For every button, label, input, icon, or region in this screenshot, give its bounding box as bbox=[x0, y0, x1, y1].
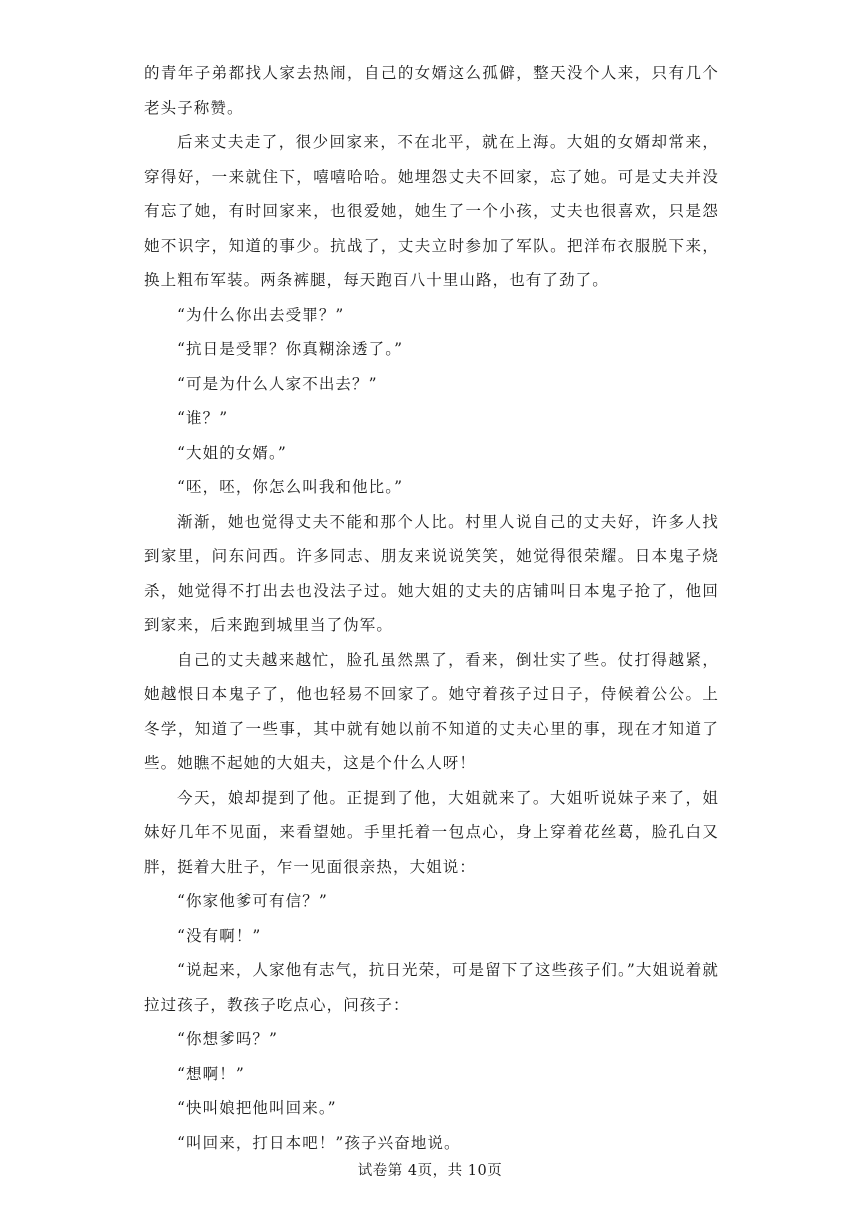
paragraph: 渐渐，她也觉得丈夫不能和那个人比。村里人说自己的丈夫好，许多人找到家里，问东问西。许多同志、朋友来说说笑笑，她觉得很荣耀。日本鬼子烧杀，她觉得不打出去也没法子过。她大姐的丈夫的店铺叫日本鬼子抢了，他回到家来，后来跑到城里当了伪军。 bbox=[144, 512, 719, 634]
dialogue-line: “没有啊！” bbox=[177, 926, 262, 945]
passage-body bbox=[144, 56, 719, 1160]
dialogue-line: “谁？” bbox=[177, 409, 229, 427]
paragraph: 今天，娘却提到了他。正提到了他，大姐就来了。大姐听说妹子来了，姐妹好几年不见面，来看望她。手里托着一包点心，身上穿着花丝葛，脸孔白又胖，挺着大肚子，乍一见面很亲热，大姐说： bbox=[144, 788, 719, 876]
dialogue-line: “可是为什么人家不出去？” bbox=[177, 374, 378, 393]
page-number-footer: 试卷第 4页，共 10页 bbox=[357, 1163, 503, 1179]
paragraph-continuation: 的青年子弟都找人家去热闹，自己的女婿这么孤僻，整天没个人来，只有几个老头子称赞。 bbox=[144, 64, 719, 117]
dialogue-line: “你家他爹可有信？” bbox=[177, 892, 328, 910]
dialogue-line: “叫回来，打日本吧！”孩子兴奋地说。 bbox=[177, 1133, 461, 1152]
dialogue-line: “呸，呸，你怎么叫我和他比。” bbox=[177, 478, 404, 496]
dialogue-line: “为什么你出去受罪？” bbox=[177, 305, 345, 324]
paragraph: 自己的丈夫越来越忙，脸孔虽然黑了，看来，倒壮实了些。仗打得越紧，她越恨日本鬼子了，他也轻易不回家了。她守着孩子过日子，侍候着公公。上冬学，知道了一些事，其中就有她以前不知道的丈夫心里的事，现在才知道了些。她瞧不起她的大姐夫，这是个什么人呀！ bbox=[144, 650, 719, 772]
dialogue-line: “想啊！” bbox=[177, 1064, 245, 1083]
dialogue-line: “你想爹吗？” bbox=[177, 1030, 279, 1048]
dialogue-line: “大姐的女婿。” bbox=[177, 443, 287, 462]
paragraph: 后来丈夫走了，很少回家来，不在北平，就在上海。大姐的女婿却常来，穿得好，一来就住下，嘻嘻哈哈。她埋怨丈夫不回家，忘了她。可是丈夫并没有忘了她，有时回家来，也很爱她，她生了一个小孩，丈夫也很喜欢，只是怨她不识字，知道的事少。抗战了，丈夫立时参加了军队。把洋布衣服脱下来，换上粗布军装。两条裤腿，每天跑百八十里山路，也有了劲了。 bbox=[144, 133, 719, 289]
dialogue-line: “抗日是受罪？你真糊涂透了。” bbox=[177, 340, 404, 358]
paragraph: “说起来，人家他有志气，抗日光荣，可是留下了这些孩子们。”大姐说着就拉过孩子，教孩子吃点心，问孩子： bbox=[144, 961, 719, 1014]
dialogue-line: “快叫娘把他叫回来。” bbox=[177, 1099, 337, 1117]
